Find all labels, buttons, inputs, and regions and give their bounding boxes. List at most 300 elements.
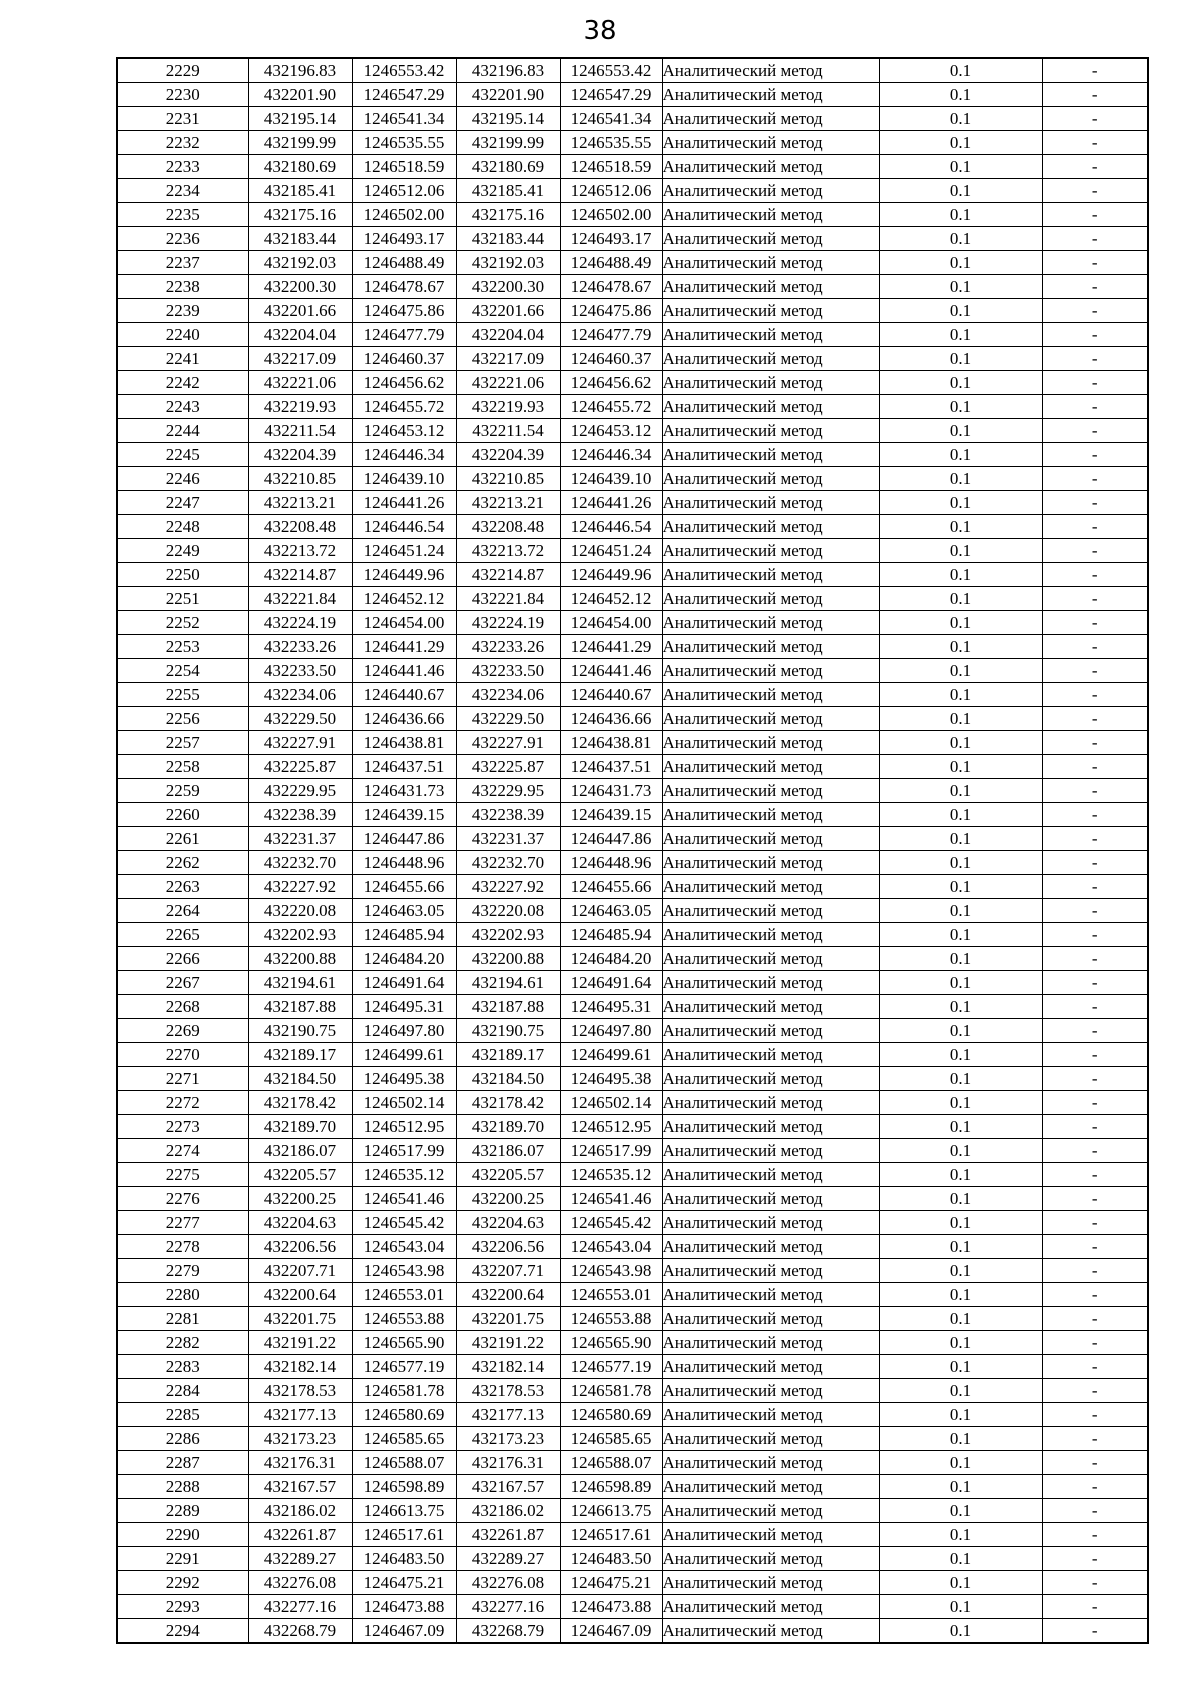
note-cell: - [1042,1595,1148,1619]
x-existing-cell: 432184.50 [248,1067,352,1091]
y-existing-cell: 1246455.72 [352,395,456,419]
accuracy-cell: 0.1 [879,1403,1042,1427]
x-new-cell: 432200.88 [456,947,560,971]
table-row [117,1499,1148,1523]
accuracy-cell: 0.1 [879,83,1042,107]
note-cell: - [1042,779,1148,803]
accuracy-cell: 0.1 [879,347,1042,371]
x-existing-cell: 432227.91 [248,731,352,755]
point-number-cell: 2288 [117,1475,248,1499]
note-cell: - [1042,611,1148,635]
x-existing-cell: 432201.66 [248,299,352,323]
x-new-cell: 432177.13 [456,1403,560,1427]
note-cell: - [1042,635,1148,659]
accuracy-cell: 0.1 [879,179,1042,203]
y-existing-cell: 1246512.95 [352,1115,456,1139]
table-row [117,1523,1148,1547]
x-existing-cell: 432189.17 [248,1043,352,1067]
x-new-cell: 432190.75 [456,1019,560,1043]
point-number-cell: 2267 [117,971,248,995]
accuracy-cell: 0.1 [879,1235,1042,1259]
x-existing-cell: 432238.39 [248,803,352,827]
note-cell: - [1042,227,1148,251]
table-row [117,1091,1148,1115]
table-row [117,83,1148,107]
point-number-cell: 2248 [117,515,248,539]
y-existing-cell: 1246439.15 [352,803,456,827]
table-row [117,659,1148,683]
table-row [117,731,1148,755]
method-cell: Аналитический метод [662,203,879,227]
y-new-cell: 1246455.72 [560,395,662,419]
table-row [117,1139,1148,1163]
note-cell: - [1042,587,1148,611]
note-cell: - [1042,1523,1148,1547]
y-existing-cell: 1246613.75 [352,1499,456,1523]
method-cell: Аналитический метод [662,107,879,131]
x-existing-cell: 432229.50 [248,707,352,731]
accuracy-cell: 0.1 [879,491,1042,515]
point-number-cell: 2277 [117,1211,248,1235]
point-number-cell: 2266 [117,947,248,971]
accuracy-cell: 0.1 [879,1499,1042,1523]
table-row [117,467,1148,491]
x-new-cell: 432204.63 [456,1211,560,1235]
method-cell: Аналитический метод [662,1595,879,1619]
y-new-cell: 1246553.88 [560,1307,662,1331]
y-existing-cell: 1246431.73 [352,779,456,803]
accuracy-cell: 0.1 [879,779,1042,803]
method-cell: Аналитический метод [662,1499,879,1523]
method-cell: Аналитический метод [662,611,879,635]
y-existing-cell: 1246488.49 [352,251,456,275]
table-row [117,299,1148,323]
note-cell: - [1042,1499,1148,1523]
note-cell: - [1042,131,1148,155]
x-existing-cell: 432175.16 [248,203,352,227]
accuracy-cell: 0.1 [879,371,1042,395]
table-row [117,203,1148,227]
x-new-cell: 432229.50 [456,707,560,731]
note-cell: - [1042,1283,1148,1307]
y-new-cell: 1246598.89 [560,1475,662,1499]
method-cell: Аналитический метод [662,971,879,995]
y-existing-cell: 1246518.59 [352,155,456,179]
y-new-cell: 1246497.80 [560,1019,662,1043]
table-row [117,1619,1148,1644]
table-row [117,995,1148,1019]
y-new-cell: 1246485.94 [560,923,662,947]
note-cell: - [1042,491,1148,515]
y-new-cell: 1246493.17 [560,227,662,251]
note-cell: - [1042,203,1148,227]
accuracy-cell: 0.1 [879,1115,1042,1139]
method-cell: Аналитический метод [662,1211,879,1235]
x-new-cell: 432277.16 [456,1595,560,1619]
y-new-cell: 1246517.61 [560,1523,662,1547]
method-cell: Аналитический метод [662,131,879,155]
point-number-cell: 2260 [117,803,248,827]
y-existing-cell: 1246441.46 [352,659,456,683]
table-row [117,1331,1148,1355]
note-cell: - [1042,1427,1148,1451]
x-new-cell: 432178.42 [456,1091,560,1115]
note-cell: - [1042,1235,1148,1259]
x-new-cell: 432220.08 [456,899,560,923]
y-existing-cell: 1246553.88 [352,1307,456,1331]
method-cell: Аналитический метод [662,515,879,539]
x-new-cell: 432194.61 [456,971,560,995]
method-cell: Аналитический метод [662,923,879,947]
point-number-cell: 2287 [117,1451,248,1475]
point-number-cell: 2240 [117,323,248,347]
note-cell: - [1042,58,1148,83]
x-existing-cell: 432204.39 [248,443,352,467]
y-new-cell: 1246446.34 [560,443,662,467]
x-new-cell: 432201.66 [456,299,560,323]
point-number-cell: 2254 [117,659,248,683]
note-cell: - [1042,851,1148,875]
x-new-cell: 432187.88 [456,995,560,1019]
method-cell: Аналитический метод [662,1355,879,1379]
note-cell: - [1042,947,1148,971]
point-number-cell: 2234 [117,179,248,203]
note-cell: - [1042,299,1148,323]
y-existing-cell: 1246502.00 [352,203,456,227]
x-new-cell: 432214.87 [456,563,560,587]
x-new-cell: 432189.70 [456,1115,560,1139]
x-new-cell: 432195.14 [456,107,560,131]
table-row [117,275,1148,299]
accuracy-cell: 0.1 [879,1595,1042,1619]
x-existing-cell: 432204.04 [248,323,352,347]
table-row [117,347,1148,371]
y-new-cell: 1246473.88 [560,1595,662,1619]
point-number-cell: 2284 [117,1379,248,1403]
x-existing-cell: 432202.93 [248,923,352,947]
point-number-cell: 2244 [117,419,248,443]
table-row [117,635,1148,659]
method-cell: Аналитический метод [662,1259,879,1283]
x-existing-cell: 432206.56 [248,1235,352,1259]
y-new-cell: 1246541.46 [560,1187,662,1211]
y-existing-cell: 1246455.66 [352,875,456,899]
accuracy-cell: 0.1 [879,1091,1042,1115]
method-cell: Аналитический метод [662,851,879,875]
y-existing-cell: 1246436.66 [352,707,456,731]
y-new-cell: 1246478.67 [560,275,662,299]
note-cell: - [1042,1403,1148,1427]
x-new-cell: 432184.50 [456,1067,560,1091]
table-row [117,1211,1148,1235]
x-new-cell: 432213.72 [456,539,560,563]
accuracy-cell: 0.1 [879,1475,1042,1499]
y-existing-cell: 1246467.09 [352,1619,456,1644]
x-new-cell: 432231.37 [456,827,560,851]
accuracy-cell: 0.1 [879,1187,1042,1211]
x-new-cell: 432268.79 [456,1619,560,1644]
x-existing-cell: 432187.88 [248,995,352,1019]
method-cell: Аналитический метод [662,731,879,755]
table-row [117,971,1148,995]
x-new-cell: 432276.08 [456,1571,560,1595]
x-new-cell: 432225.87 [456,755,560,779]
y-existing-cell: 1246451.24 [352,539,456,563]
y-existing-cell: 1246484.20 [352,947,456,971]
x-new-cell: 432289.27 [456,1547,560,1571]
y-new-cell: 1246535.55 [560,131,662,155]
x-existing-cell: 432180.69 [248,155,352,179]
y-existing-cell: 1246456.62 [352,371,456,395]
method-cell: Аналитический метод [662,587,879,611]
note-cell: - [1042,683,1148,707]
table-row [117,1307,1148,1331]
y-new-cell: 1246456.62 [560,371,662,395]
method-cell: Аналитический метод [662,83,879,107]
x-existing-cell: 432234.06 [248,683,352,707]
table-row [117,611,1148,635]
accuracy-cell: 0.1 [879,419,1042,443]
accuracy-cell: 0.1 [879,563,1042,587]
note-cell: - [1042,1115,1148,1139]
x-new-cell: 432238.39 [456,803,560,827]
y-new-cell: 1246545.42 [560,1211,662,1235]
y-existing-cell: 1246517.61 [352,1523,456,1547]
method-cell: Аналитический метод [662,635,879,659]
accuracy-cell: 0.1 [879,1307,1042,1331]
method-cell: Аналитический метод [662,755,879,779]
y-existing-cell: 1246473.88 [352,1595,456,1619]
point-number-cell: 2237 [117,251,248,275]
point-number-cell: 2238 [117,275,248,299]
x-new-cell: 432185.41 [456,179,560,203]
y-existing-cell: 1246588.07 [352,1451,456,1475]
x-new-cell: 432234.06 [456,683,560,707]
table-row [117,107,1148,131]
accuracy-cell: 0.1 [879,875,1042,899]
point-number-cell: 2229 [117,58,248,83]
x-existing-cell: 432167.57 [248,1475,352,1499]
y-new-cell: 1246484.20 [560,947,662,971]
note-cell: - [1042,899,1148,923]
point-number-cell: 2271 [117,1067,248,1091]
x-existing-cell: 432183.44 [248,227,352,251]
method-cell: Аналитический метод [662,1523,879,1547]
y-new-cell: 1246577.19 [560,1355,662,1379]
accuracy-cell: 0.1 [879,203,1042,227]
table-row [117,1019,1148,1043]
x-new-cell: 432176.31 [456,1451,560,1475]
y-existing-cell: 1246441.29 [352,635,456,659]
table-row [117,515,1148,539]
note-cell: - [1042,1163,1148,1187]
point-number-cell: 2279 [117,1259,248,1283]
note-cell: - [1042,803,1148,827]
method-cell: Аналитический метод [662,1547,879,1571]
method-cell: Аналитический метод [662,251,879,275]
point-number-cell: 2233 [117,155,248,179]
accuracy-cell: 0.1 [879,683,1042,707]
x-existing-cell: 432277.16 [248,1595,352,1619]
x-new-cell: 432186.07 [456,1139,560,1163]
y-existing-cell: 1246449.96 [352,563,456,587]
table-row [117,1283,1148,1307]
x-existing-cell: 432213.72 [248,539,352,563]
note-cell: - [1042,923,1148,947]
table-row [117,1355,1148,1379]
y-new-cell: 1246483.50 [560,1547,662,1571]
table-row [117,539,1148,563]
x-existing-cell: 432225.87 [248,755,352,779]
x-existing-cell: 432219.93 [248,395,352,419]
y-existing-cell: 1246499.61 [352,1043,456,1067]
point-number-cell: 2293 [117,1595,248,1619]
note-cell: - [1042,1475,1148,1499]
y-existing-cell: 1246541.46 [352,1187,456,1211]
method-cell: Аналитический метод [662,1187,879,1211]
method-cell: Аналитический метод [662,1379,879,1403]
y-new-cell: 1246431.73 [560,779,662,803]
x-new-cell: 432229.95 [456,779,560,803]
y-new-cell: 1246502.00 [560,203,662,227]
x-existing-cell: 432173.23 [248,1427,352,1451]
table-row [117,1043,1148,1067]
method-cell: Аналитический метод [662,899,879,923]
y-existing-cell: 1246543.98 [352,1259,456,1283]
method-cell: Аналитический метод [662,179,879,203]
note-cell: - [1042,1451,1148,1475]
note-cell: - [1042,1619,1148,1644]
table-body [117,58,1148,1643]
x-new-cell: 432167.57 [456,1475,560,1499]
x-existing-cell: 432229.95 [248,779,352,803]
x-existing-cell: 432276.08 [248,1571,352,1595]
note-cell: - [1042,1331,1148,1355]
x-existing-cell: 432182.14 [248,1355,352,1379]
method-cell: Аналитический метод [662,1331,879,1355]
y-new-cell: 1246455.66 [560,875,662,899]
table-row [117,563,1148,587]
coordinates-table [116,57,1149,1644]
x-existing-cell: 432204.63 [248,1211,352,1235]
y-new-cell: 1246439.15 [560,803,662,827]
x-existing-cell: 432217.09 [248,347,352,371]
accuracy-cell: 0.1 [879,58,1042,83]
table-row [117,1235,1148,1259]
note-cell: - [1042,707,1148,731]
x-new-cell: 432210.85 [456,467,560,491]
table-row [117,899,1148,923]
x-new-cell: 432217.09 [456,347,560,371]
note-cell: - [1042,875,1148,899]
accuracy-cell: 0.1 [879,227,1042,251]
note-cell: - [1042,563,1148,587]
y-new-cell: 1246463.05 [560,899,662,923]
accuracy-cell: 0.1 [879,899,1042,923]
point-number-cell: 2294 [117,1619,248,1644]
x-new-cell: 432221.06 [456,371,560,395]
accuracy-cell: 0.1 [879,1547,1042,1571]
point-number-cell: 2274 [117,1139,248,1163]
y-new-cell: 1246535.12 [560,1163,662,1187]
y-new-cell: 1246441.29 [560,635,662,659]
y-existing-cell: 1246441.26 [352,491,456,515]
accuracy-cell: 0.1 [879,1067,1042,1091]
note-cell: - [1042,419,1148,443]
accuracy-cell: 0.1 [879,515,1042,539]
x-new-cell: 432213.21 [456,491,560,515]
y-new-cell: 1246475.21 [560,1571,662,1595]
point-number-cell: 2241 [117,347,248,371]
accuracy-cell: 0.1 [879,707,1042,731]
x-existing-cell: 432221.06 [248,371,352,395]
accuracy-cell: 0.1 [879,587,1042,611]
x-new-cell: 432196.83 [456,58,560,83]
x-existing-cell: 432190.75 [248,1019,352,1043]
accuracy-cell: 0.1 [879,947,1042,971]
point-number-cell: 2251 [117,587,248,611]
table-row [117,179,1148,203]
point-number-cell: 2259 [117,779,248,803]
y-existing-cell: 1246553.42 [352,58,456,83]
table-row [117,587,1148,611]
y-new-cell: 1246543.04 [560,1235,662,1259]
x-existing-cell: 432178.53 [248,1379,352,1403]
method-cell: Аналитический метод [662,803,879,827]
note-cell: - [1042,371,1148,395]
point-number-cell: 2242 [117,371,248,395]
method-cell: Аналитический метод [662,1475,879,1499]
point-number-cell: 2258 [117,755,248,779]
method-cell: Аналитический метод [662,1451,879,1475]
x-new-cell: 432183.44 [456,227,560,251]
note-cell: - [1042,323,1148,347]
method-cell: Аналитический метод [662,947,879,971]
y-existing-cell: 1246447.86 [352,827,456,851]
x-new-cell: 432208.48 [456,515,560,539]
x-new-cell: 432186.02 [456,1499,560,1523]
point-number-cell: 2253 [117,635,248,659]
y-new-cell: 1246449.96 [560,563,662,587]
x-new-cell: 432200.64 [456,1283,560,1307]
accuracy-cell: 0.1 [879,395,1042,419]
accuracy-cell: 0.1 [879,851,1042,875]
x-existing-cell: 432233.26 [248,635,352,659]
y-new-cell: 1246475.86 [560,299,662,323]
y-existing-cell: 1246547.29 [352,83,456,107]
point-number-cell: 2247 [117,491,248,515]
y-existing-cell: 1246545.42 [352,1211,456,1235]
accuracy-cell: 0.1 [879,731,1042,755]
method-cell: Аналитический метод [662,779,879,803]
x-existing-cell: 432214.87 [248,563,352,587]
note-cell: - [1042,1187,1148,1211]
point-number-cell: 2243 [117,395,248,419]
x-existing-cell: 432201.90 [248,83,352,107]
y-existing-cell: 1246440.67 [352,683,456,707]
point-number-cell: 2290 [117,1523,248,1547]
x-existing-cell: 432185.41 [248,179,352,203]
x-existing-cell: 432194.61 [248,971,352,995]
point-number-cell: 2268 [117,995,248,1019]
x-existing-cell: 432199.99 [248,131,352,155]
x-existing-cell: 432261.87 [248,1523,352,1547]
method-cell: Аналитический метод [662,371,879,395]
accuracy-cell: 0.1 [879,659,1042,683]
y-new-cell: 1246440.67 [560,683,662,707]
point-number-cell: 2283 [117,1355,248,1379]
note-cell: - [1042,1355,1148,1379]
